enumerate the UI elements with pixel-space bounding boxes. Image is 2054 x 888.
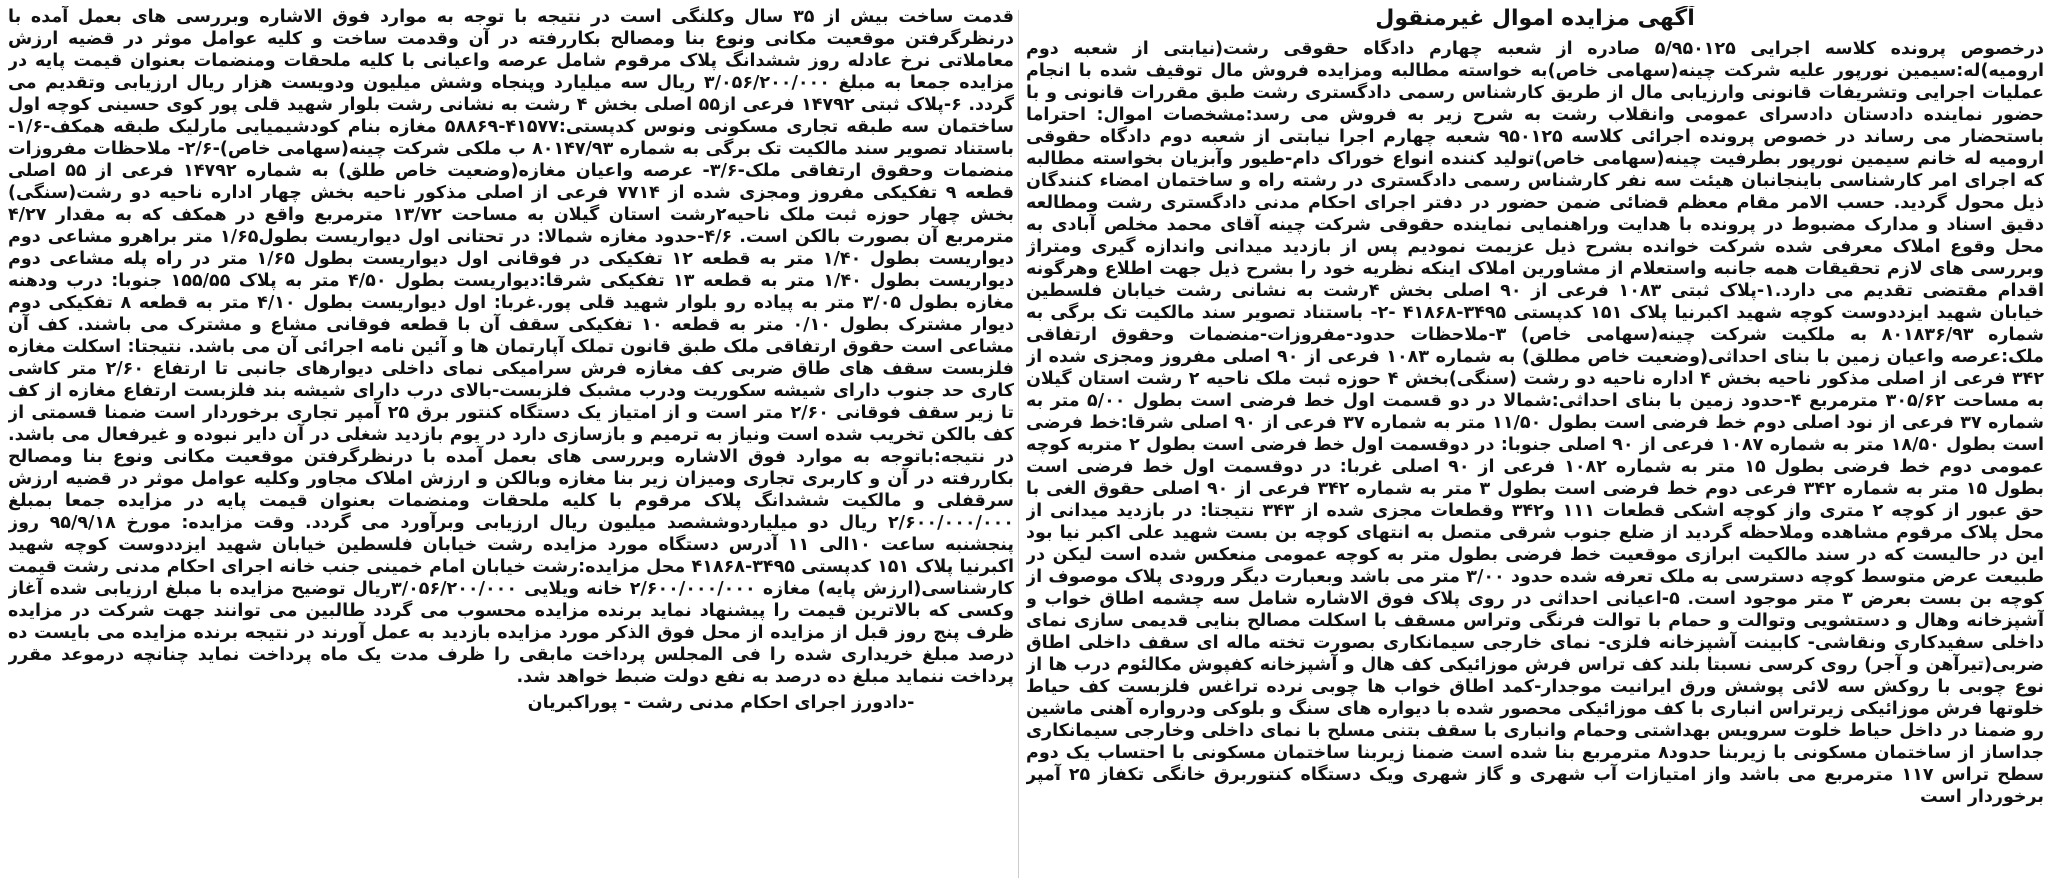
notice-body-part-1: درخصوص پرونده کلاسه اجرایی ۵/۹۵۰۱۲۵ صادره از شعبه چهارم دادگاه حقوقی رشت(نیابتی از شعبه دوم ارومیه)له:سیمین نورپور علیه شرکت چینه(سهامی خاص)به خواسته مطالبه ومزایده فروش مال توقیف شده با انجام عملیات اجرایی وتشریفات قانونی وارزیابی مال از طریق کارشناس رسمی دادگستری رشت طبق مقررات قانونی و با حضور نماینده دادستان دادسرای عمومی وانقلاب رشت به شرح زیر به فروش می رسد:مشخصات اموال: احتراما باستحضار می رساند در خصوص پرونده اجرائی کلاسه ۹۵۰۱۲۵ شعبه چهارم اجرا نیابتی از شعبه دوم دادگاه حقوقی ارومیه له خانم سیمین نورپور بطرفیت چینه(سهامی خاص)تولید کننده انواع خوراک دام-طیور وآبزیان بخواسته مطالبه که اجرای امر کارشناسی باینجانبان هیئت سه نفر کارشناس رسمی دادگستری در رشته راه و ساختمان امضاء کنندگان ذیل محول گردید. حسب الامر مقام معظم قضائی ضمن حضور در دفتر اجرای احکام مدنی دادگستری رشت ومطالعه دقیق اسناد و مدارک مضبوط در پرونده با هدایت وراهنمایی نماینده حقوقی شرکت چینه آقای محمد مخلص آبادی به محل وقوع املاک معرفی شده شرکت خوانده بشرح ذیل عزیمت نمودیم پس از بازدید میدانی واندازه گیری ومتراژ وبررسی های لازم تحقیقات همه جانبه واستعلام از مشاورین املاک اینکه نظریه خود را بشرح ذیل جهت اطلاع وهرگونه اقدام مقتضی تقدیم می دارد.۱-پلاک ثبتی ۱۰۸۳ فرعی از ۹۰ اصلی بخش ۴رشت به نشانی رشت خیابان فلسطین خیابان شهید ایزددوست کوچه شهید اکبرنیا پلاک ۱۵۱ کدپستی ۳۴۹۵-۴۱۸۶۸ -۲- باستناد تصویر سند مالکیت تک برگی به شماره ۸۰۱۸۳۶/۹۳ به ملکیت شرکت چینه(سهامی خاص) ۳-ملاحظات حدود-مفروزات-منضمات وحقوق ارتفاقی ملک:عرصه واعیان زمین با بنای احداثی(وضعیت خاص مطلق) به شماره ۱۰۸۳ فرعی از ۹۰ اصلی مفروز ومجزی شده از ۳۴۲ فرعی از اصلی مذکور ناحیه بخش ۴ اداره ناحیه دو رشت (سنگی)بخش ۴ حوزه ثبت ملک ناحیه ۲ رشت استان گیلان به مساحت ۳۰۵/۶۲ مترمربع ۴-حدود زمین با بنای احداثی:شمالا در دو قسمت اول خط فرضی است بطول ۵/۰۰ متر به شماره ۳۷ فرعی از نود اصلی دوم خط فرضی است بطول ۱۱/۵۰ متر به شماره ۳۷ فرعی از ۹۰ اصلی شرقا:خط فرضی است بطول ۱۸/۵۰ متر به شماره ۱۰۸۷ فرعی از ۹۰ اصلی جنوبا: در دوقسمت اول خط فرضی است بطول ۲ متربه کوچه عمومی دوم خط فرضی بطول ۱۵ متر به شماره ۱۰۸۲ فرعی از ۹۰ اصلی غربا: در دوقسمت اول خط فرضی است بطول ۱۵ متر به شماره ۳۴۲ فرعی دوم خط فرضی است بطول ۳ متر به شماره ۳۴۲ فرعی از ۹۰ اصلی حقوق الغی با حق عبور از کوچه ۲ متری واز کوچه اشکی قطعات ۱۱۱ و۳۴۲ وقطعات مجزی شده از ۳۴۳ نتیجتا: در بازدید میدانی از محل پلاک مرقوم مشاهده وملاحظه گردید از ضلع جنوب شرقی متصل به انتهای کوچه بن بست شهید علی اکبر نیا بود این در حالیست که در سند مالکیت ابرازی موقعیت خط فرضی بطول متر به کوچه عمومی منعکس شده است لیکن در طبیعت عرض متوسط کوچه دسترسی به ملک تعرفه شده حدود ۳/۰۰ متر می باشد وبعبارت دیگر ورودی پلاک موصوف از کوچه بن بست بعرض ۳ متر موجود است. ۵-اعیانی احداثی در روی پلاک فوق الاشاره شامل سه چشمه اطاق خواب و آشپزخانه وهال و دستشویی وتوالت و حمام با توالت فرنگی وتراس مسقف با اسکلت مصالح بنایی قدیمی سازی نمای داخلی سفیدکاری ونقاشی- کابینت آشپزخانه فلزی- نمای خارجی سیمانکاری بصورت تخته ماله ای سقف داخلی اطاق ضربی(تیرآهن و آجر) روی کرسی نسبتا بلند کف تراس فرش موزائیکی کف هال و آشپزخانه کفپوش مکالئوم درب ها از نوع چوبی با روکش سه لائی پوشش ورق ایرانیت موجدار-کمد اطاق خواب ها چوبی نرده تراغس فلزبست کف حیاط خلوتها فرش موزائیکی زیرتراس انباری با کف موزائیکی محصور شده با دیواره های سنگ و بلوکی ودرواره آهنی ماشین رو ضمنا در داخل حیاط خلوت سرویس بهداشتی وحمام وانباری با سقف بتنی مسلح با نمای داخلی وخارجی سیمانکاری جداساز از ساختمان مسکونی با زیربنا حدود۸ مترمربع بنا شده است ضمنا زیربنا ساختمان مسکونی با احتساب یک دوم سطح تراس ۱۱۷ مترمربع می باشد واز امتیازات آب شهری و گاز شهری ویک دستگاه کنتوربرق خانگی تکفاز ۲۵ آمپر برخوردار است <box>1026 39 2044 807</box>
notice-body-part-2: قدمت ساخت بیش از ۳۵ سال وکلنگی است در نتیجه با توجه به موارد فوق الاشاره وبررسی های بعمل آمده با درنظرگرفتن موقعیت مکانی ونوع بنا ومصالح بکاررفته در آن وقدمت ساخت و کلیه عوامل موثر در قضیه ارزش معاملاتی نرخ عادله روز ششدانگ پلاک مرقوم شامل عرصه واعیانی با کلیه ملحقات ومنضمات بعنوان قیمت پایه در مزایده جمعا به مبلغ ۳/۰۵۶/۲۰۰/۰۰۰ ریال سه میلیارد وپنجاه وشش میلیون ودویست هزار ریال ارزیابی وتقدیم می گردد. ۶-پلاک ثبتی ۱۴۷۹۲ فرعی از۵۵ اصلی بخش ۴ رشت به نشانی رشت بلوار شهید قلی پور کوی حسینی کوچه اول ساختمان سه طبقه تجاری مسکونی ونوس کدپستی:۴۱۵۷۷-۵۸۸۶۹ مغازه بنام کودشیمیایی مارلیک طبقه همکف-۱/۶- باستناد تصویر سند مالکیت تک برگی به شماره ۸۰۱۴۷/۹۳ ب ملکی شرکت چینه(سهامی خاص)-۲/۶- ملاحظات مفروزات منضمات وحقوق ارتفاقی ملک-۳/۶- عرصه واعیان مغازه(وضعیت خاص طلق) به شماره ۱۴۷۹۲ فرعی از ۵۵ اصلی قطعه ۹ تفکیکی مفروز ومجزی شده از ۷۷۱۴ فرعی از اصلی مذکور ناحیه بخش چهار اداره ناحیه دو رشت(سنگی) بخش چهار حوزه ثبت ملک ناحیه۲رشت استان گیلان به مساحت ۱۳/۷۲ مترمربع واقع در همکف که به مقدار ۴/۲۷ مترمربع آن بصورت بالکن است. ۴/۶-حدود مغازه شمالا: در تحتانی اول دیواریست بطول۱/۶۵ متر براهرو مشاعی دوم دیواریست بطول ۱/۴۰ متر به قطعه ۱۲ تفکیکی در فوقانی اول دیواریست بطول ۱/۶۵ متر در راه پله مشاعی دوم دیواریست بطول ۱/۴۰ متر به قطعه ۱۳ تفکیکی شرقا:دیواریست بطول ۴/۵۰ متر به پلاک ۱۵۵/۵۵ جنوبا: درب ودهنه مغازه بطول ۳/۰۵ متر به پیاده رو بلوار شهید قلی پور.غربا: اول دیواریست بطول ۴/۱۰ متر به قطعه ۸ تفکیکی دوم دیوار مشترک بطول ۰/۱۰ متر به قطعه ۱۰ تفکیکی سقف آن با قطعه فوقانی مشاع و مشترک می باشند. کف آن مشاعی است حقوق ارتفاقی ملک طبق قانون تملک آپارتمان ها و آئین نامه اجرائی آن می باشد. نتیجتا: اسکلت مغازه فلزبست سقف های طاق ضربی کف مغازه فرش سرامیکی نمای داخلی دیوارهای جانبی تا ارتفاع ۲/۶۰ متر کاشی کاری حد جنوب دارای شیشه سکوریت ودرب مشبک فلزبست-بالای درب دارای شیشه بند فلزبست ارتفاع مغازه از کف تا زیر سقف فوقانی ۲/۶۰ متر است و از امتیاز یک دستگاه کنتور برق ۲۵ آمپر تجاری برخوردار است ضمنا قسمتی از کف بالکن تخریب شده است ونیاز به ترمیم و بازسازی دارد در یوم بازدید شغلی در آن دایر نبوده و غیرفعال می باشد. در نتیجه:باتوجه به موارد فوق الاشاره وبررسی های بعمل آمده با درنظرگرفتن موقعیت مکانی ونوع بنا ومصالح بکاررفته در آن و کاربری تجاری ومیزان زیر بنا مغازه وبالکن و ارزش املاک مجاور وکلیه عوامل موثر در قضیه ارزش سرقفلی و مالکیت ششدانگ پلاک مرقوم با کلیه ملحقات ومنضمات بعنوان قیمت پایه در مزایده جمعا بمبلغ ۲/۶۰۰/۰۰۰/۰۰۰ ریال دو میلیاردوششصد میلیون ریال ارزیابی وبرآورد می گردد. وقت مزایده: مورخ ۹۵/۹/۱۸ روز پنجشنبه ساعت ۱۰الی ۱۱ آدرس دستگاه مورد مزایده رشت خیابان فلسطین خیابان شهید ایزددوست کوچه شهید اکبرنیا پلاک ۱۵۱ کدپستی ۳۴۹۵-۴۱۸۶۸ محل مزایده:رشت خیابان امام خمینی جنب خانه اجرای احکام مدنی رشت قیمت کارشناسی(ارزش پایه) مغازه ۲/۶۰۰/۰۰۰/۰۰۰ خانه ویلایی ۳/۰۵۶/۲۰۰/۰۰۰ریال توضیح مزایده با مبلغ ارزیابی شده آغاز وکسی که بالاترین قیمت را پیشنهاد نماید برنده مزایده محسوب می گردد طالبین می توانند جهت شرکت در مزایده ظرف پنج روز قبل از مزایده از محل فوق الذکر مورد مزایده بازدید به عمل آورند در نتیجه برنده مزایده می بایست ده درصد مبلغ خریداری شده را فی المجلس پرداخت مابقی را ظرف مدت یک ماه پرداخت نماید چنانچه درموعد مقرر پرداخت ننماید مبلغ ده درصد به نفع دولت ضبط خواهد شد. <box>8 7 1014 687</box>
notice-column-right <box>1026 6 2044 882</box>
notice-column-left <box>8 6 1014 882</box>
column-divider <box>1018 10 1019 878</box>
notice-title: آگهی مزایده اموال غیرمنقول <box>1375 6 1695 31</box>
notice-signature: -دادورز اجرای احکام مدنی رشت - پوراکبریان <box>527 693 915 713</box>
